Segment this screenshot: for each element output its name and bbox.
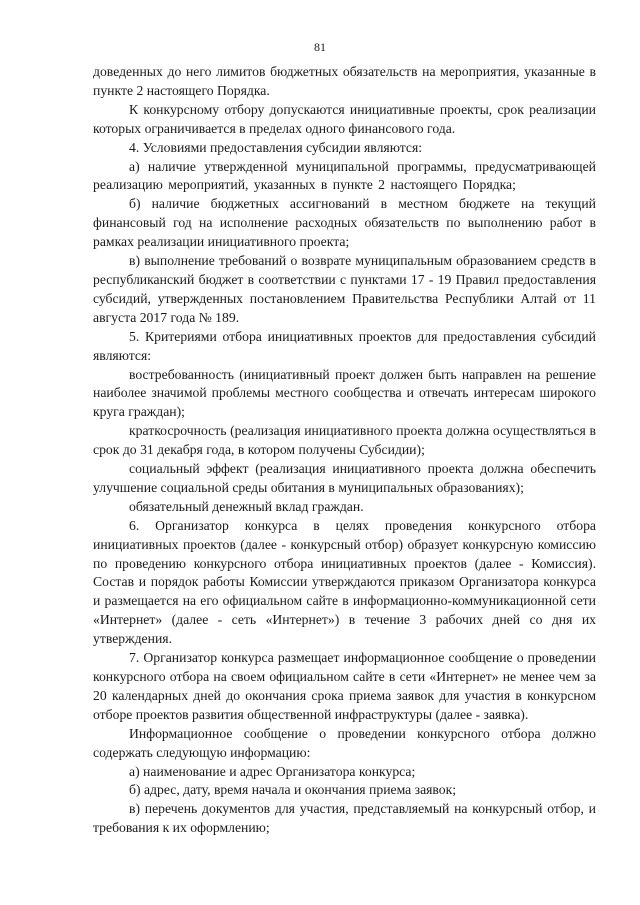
paragraph-admission: К конкурсному отбору допускаются инициативные проекты, срок реализации которых ограничивается в пределах одного финансового года. bbox=[93, 101, 596, 136]
paragraph-4-conditions: 4. Условиями предоставления субсидии являются: bbox=[129, 139, 423, 155]
paragraph-announcement-c: в) перечень документов для участия, представляемый на конкурсный отбор, и требования к их оформлению; bbox=[93, 801, 596, 836]
paragraph-criterion-cash-contribution: обязательный денежный вклад граждан. bbox=[129, 498, 364, 514]
document-body bbox=[93, 63, 596, 838]
paragraph-4c: в) выполнение требований о возврате муниципальным образованием средств в республиканский бюджет в соответствии с пунктами 17 - 19 Правил предоставления субсидий, утвержденных постановлением Правительства Республики Алтай от 11 августа 2017 года № 189. bbox=[93, 253, 596, 325]
paragraph-announcement-contents: Информационное сообщение о проведении конкурсного отбора должно содержать следующую информацию: bbox=[93, 725, 596, 760]
paragraph-budget-limits: доведенных до него лимитов бюджетных обязательств на мероприятия, указанные в пункте 2 настоящего Порядка. bbox=[93, 64, 596, 98]
paragraph-announcement-a: а) наименование и адрес Организатора конкурса; bbox=[129, 763, 416, 779]
paragraph-6-commission: 6. Организатор конкурса в целях проведения конкурсного отбора инициативных проектов (далее - конкурсный отбор) образует конкурсную комиссию по проведению конкурсного отбора инициативных проектов (далее - Комиссия). Состав и порядок работы Комиссии утверждаются приказом Организатора конкурса и размещается на его официальном сайте в информационно-коммуникационной сети «Интернет» (далее - сеть «Интернет») в течение 3 рабочих дней со дня их утверждения. bbox=[93, 517, 596, 647]
paragraph-announcement-b: б) адрес, дату, время начала и окончания приема заявок; bbox=[129, 782, 457, 798]
paragraph-criterion-short-term: краткосрочность (реализация инициативного проекта должна осуществляться в срок до 31 декабря года, в котором получены Субсидии); bbox=[93, 423, 596, 458]
paragraph-criterion-social-effect: социальный эффект (реализация инициативного проекта должна обеспечить улучшение социальной среды обитания в муниципальных образованиях); bbox=[93, 461, 596, 495]
paragraph-7-announcement: 7. Организатор конкурса размещает информационное сообщение о проведении конкурсного отбора на своем официальном сайте в сети «Интернет» не менее чем за 20 календарных дней до окончания срока приема заявок для участия в конкурсном отборе проектов развития общественной инфраструктуры (далее - заявка). bbox=[93, 650, 596, 722]
paragraph-criterion-demand: востребованность (инициативный проект должен быть направлен на решение наиболее значимой проблемы местного сообщества и отвечать интересам широкого круга граждан); bbox=[93, 366, 596, 420]
page-number: 81 bbox=[314, 40, 326, 54]
paragraph-4a: а) наличие утвержденной муниципальной программы, предусматривающей реализацию мероприятий, указанных в пункте 2 настоящего Порядка; bbox=[93, 158, 596, 193]
paragraph-5-criteria: 5. Критериями отбора инициативных проектов для предоставления субсидий являются: bbox=[93, 328, 596, 363]
paragraph-4b: б) наличие бюджетных ассигнований в местном бюджете на текущий финансовый год на исполнение расходных обязательств по выполнению работ в рамках реализации инициативного проекта; bbox=[93, 196, 596, 250]
